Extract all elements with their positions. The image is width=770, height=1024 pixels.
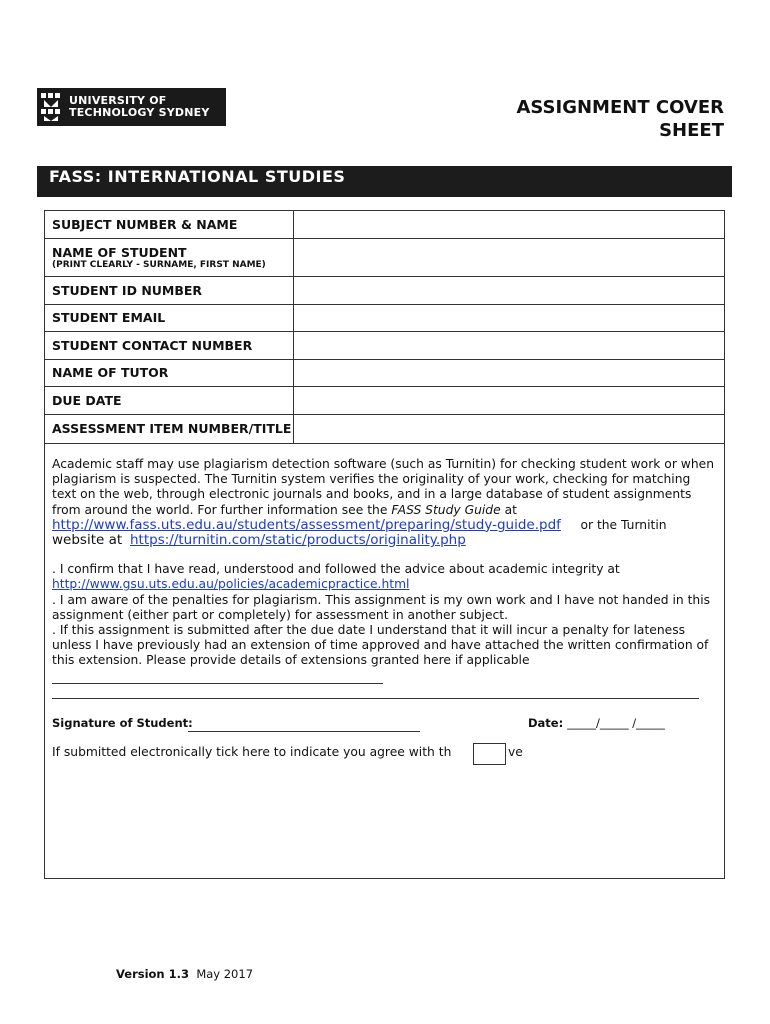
extension-line-2[interactable] (52, 698, 699, 699)
page-title (516, 96, 724, 142)
field-label: SUBJECT NUMBER & NAME (45, 211, 294, 239)
subject-input[interactable] (293, 211, 724, 239)
version-date: May 2017 (196, 967, 254, 981)
uts-logo (37, 88, 226, 126)
version-number: Version 1.3 (116, 967, 189, 981)
cover-form (44, 210, 725, 879)
extension-line-1[interactable] (52, 683, 383, 684)
uts-emblem-icon (37, 88, 65, 126)
academic-practice-link[interactable]: http://www.gsu.uts.edu.au/policies/academicpractice.html (52, 577, 410, 592)
field-label (45, 239, 294, 277)
signature-label (52, 716, 193, 730)
confirm-penalties: . I am aware of the penalties for plagiarism. This assignment is my own work and I have not handed in this assignment (either part or completely) for assessment in another subject. (52, 592, 722, 622)
field-label: ASSESSMENT ITEM NUMBER/TITLE (45, 415, 294, 444)
date-field[interactable] (528, 716, 665, 730)
field-row (45, 360, 725, 387)
field-label: STUDENT CONTACT NUMBER (45, 332, 294, 360)
electronic-agree-text: If submitted electronically tick here to indicate you agree with th (52, 745, 452, 759)
or-turnitin-text: or the Turnitin (580, 517, 667, 532)
field-label: STUDENT EMAIL (45, 305, 294, 332)
website-at-text: website at (52, 532, 123, 549)
student-details-table (44, 210, 725, 444)
electronic-agree-text-end: ve (508, 745, 523, 759)
field-label-sub: (PRINT CLEARLY - SURNAME, FIRST NAME) (52, 259, 266, 270)
tutor-name-input[interactable] (293, 360, 724, 387)
student-name-input[interactable] (293, 239, 724, 277)
title-line-1: ASSIGNMENT COVER (516, 97, 724, 118)
faculty-banner: FASS: INTERNATIONAL STUDIES (37, 166, 732, 197)
due-date-input[interactable] (293, 387, 724, 415)
signature-line[interactable] (188, 731, 420, 732)
field-label: DUE DATE (45, 387, 294, 415)
confirm-integrity (52, 562, 714, 592)
turnitin-link[interactable]: https://turnitin.com/static/products/originality.php (130, 532, 466, 549)
confirm-lateness: . If this assignment is submitted after the due date I understand that it will incur a penalty for lateness unless I have previously had an extension of time approved and have attached the written confirmation of this extension. Please provide details of extensions granted here if applicable (52, 623, 709, 668)
student-id-input[interactable] (293, 277, 724, 305)
field-row (45, 211, 725, 239)
date-blanks[interactable]: _____/_____ /_____ (567, 716, 665, 730)
logo-line-2: TECHNOLOGY SYDNEY (69, 106, 210, 119)
signature-label-text: Signature of Student: (52, 716, 193, 730)
field-row (45, 239, 725, 277)
plagiarism-intro (52, 457, 714, 548)
declaration-text (52, 457, 722, 669)
study-guide-link[interactable]: http://www.fass.uts.edu.au/students/assessment/preparing/study-guide.pdf (52, 516, 561, 533)
field-row (45, 277, 725, 305)
intro-text: Academic staff may use plagiarism detection software (such as Turnitin) for checking student work or when plagiarism is suspected. The Turnitin system verifies the originality of your work, checking for matching text on the web, through electronic journals and books, and in a large database of student assignments from around the world. For further information see the (52, 457, 714, 517)
field-row (45, 305, 725, 332)
logo-line-1: UNIVERSITY OF (69, 94, 167, 107)
at-text: at (500, 502, 517, 517)
field-label-main: NAME OF STUDENT (52, 244, 187, 260)
field-label: NAME OF TUTOR (45, 360, 294, 387)
assessment-title-input[interactable] (293, 415, 724, 444)
field-row (45, 387, 725, 415)
date-label: Date: (528, 716, 564, 730)
field-row (45, 332, 725, 360)
title-line-2: SHEET (659, 120, 724, 141)
contact-number-input[interactable] (293, 332, 724, 360)
study-guide-name: FASS Study Guide (391, 502, 501, 517)
field-row (45, 415, 725, 444)
student-email-input[interactable] (293, 305, 724, 332)
field-label: STUDENT ID NUMBER (45, 277, 294, 305)
confirm-integrity-text: . I confirm that I have read, understood and followed the advice about academic integrity at (52, 562, 620, 577)
agree-checkbox[interactable] (473, 743, 506, 765)
version-footer (116, 967, 253, 981)
